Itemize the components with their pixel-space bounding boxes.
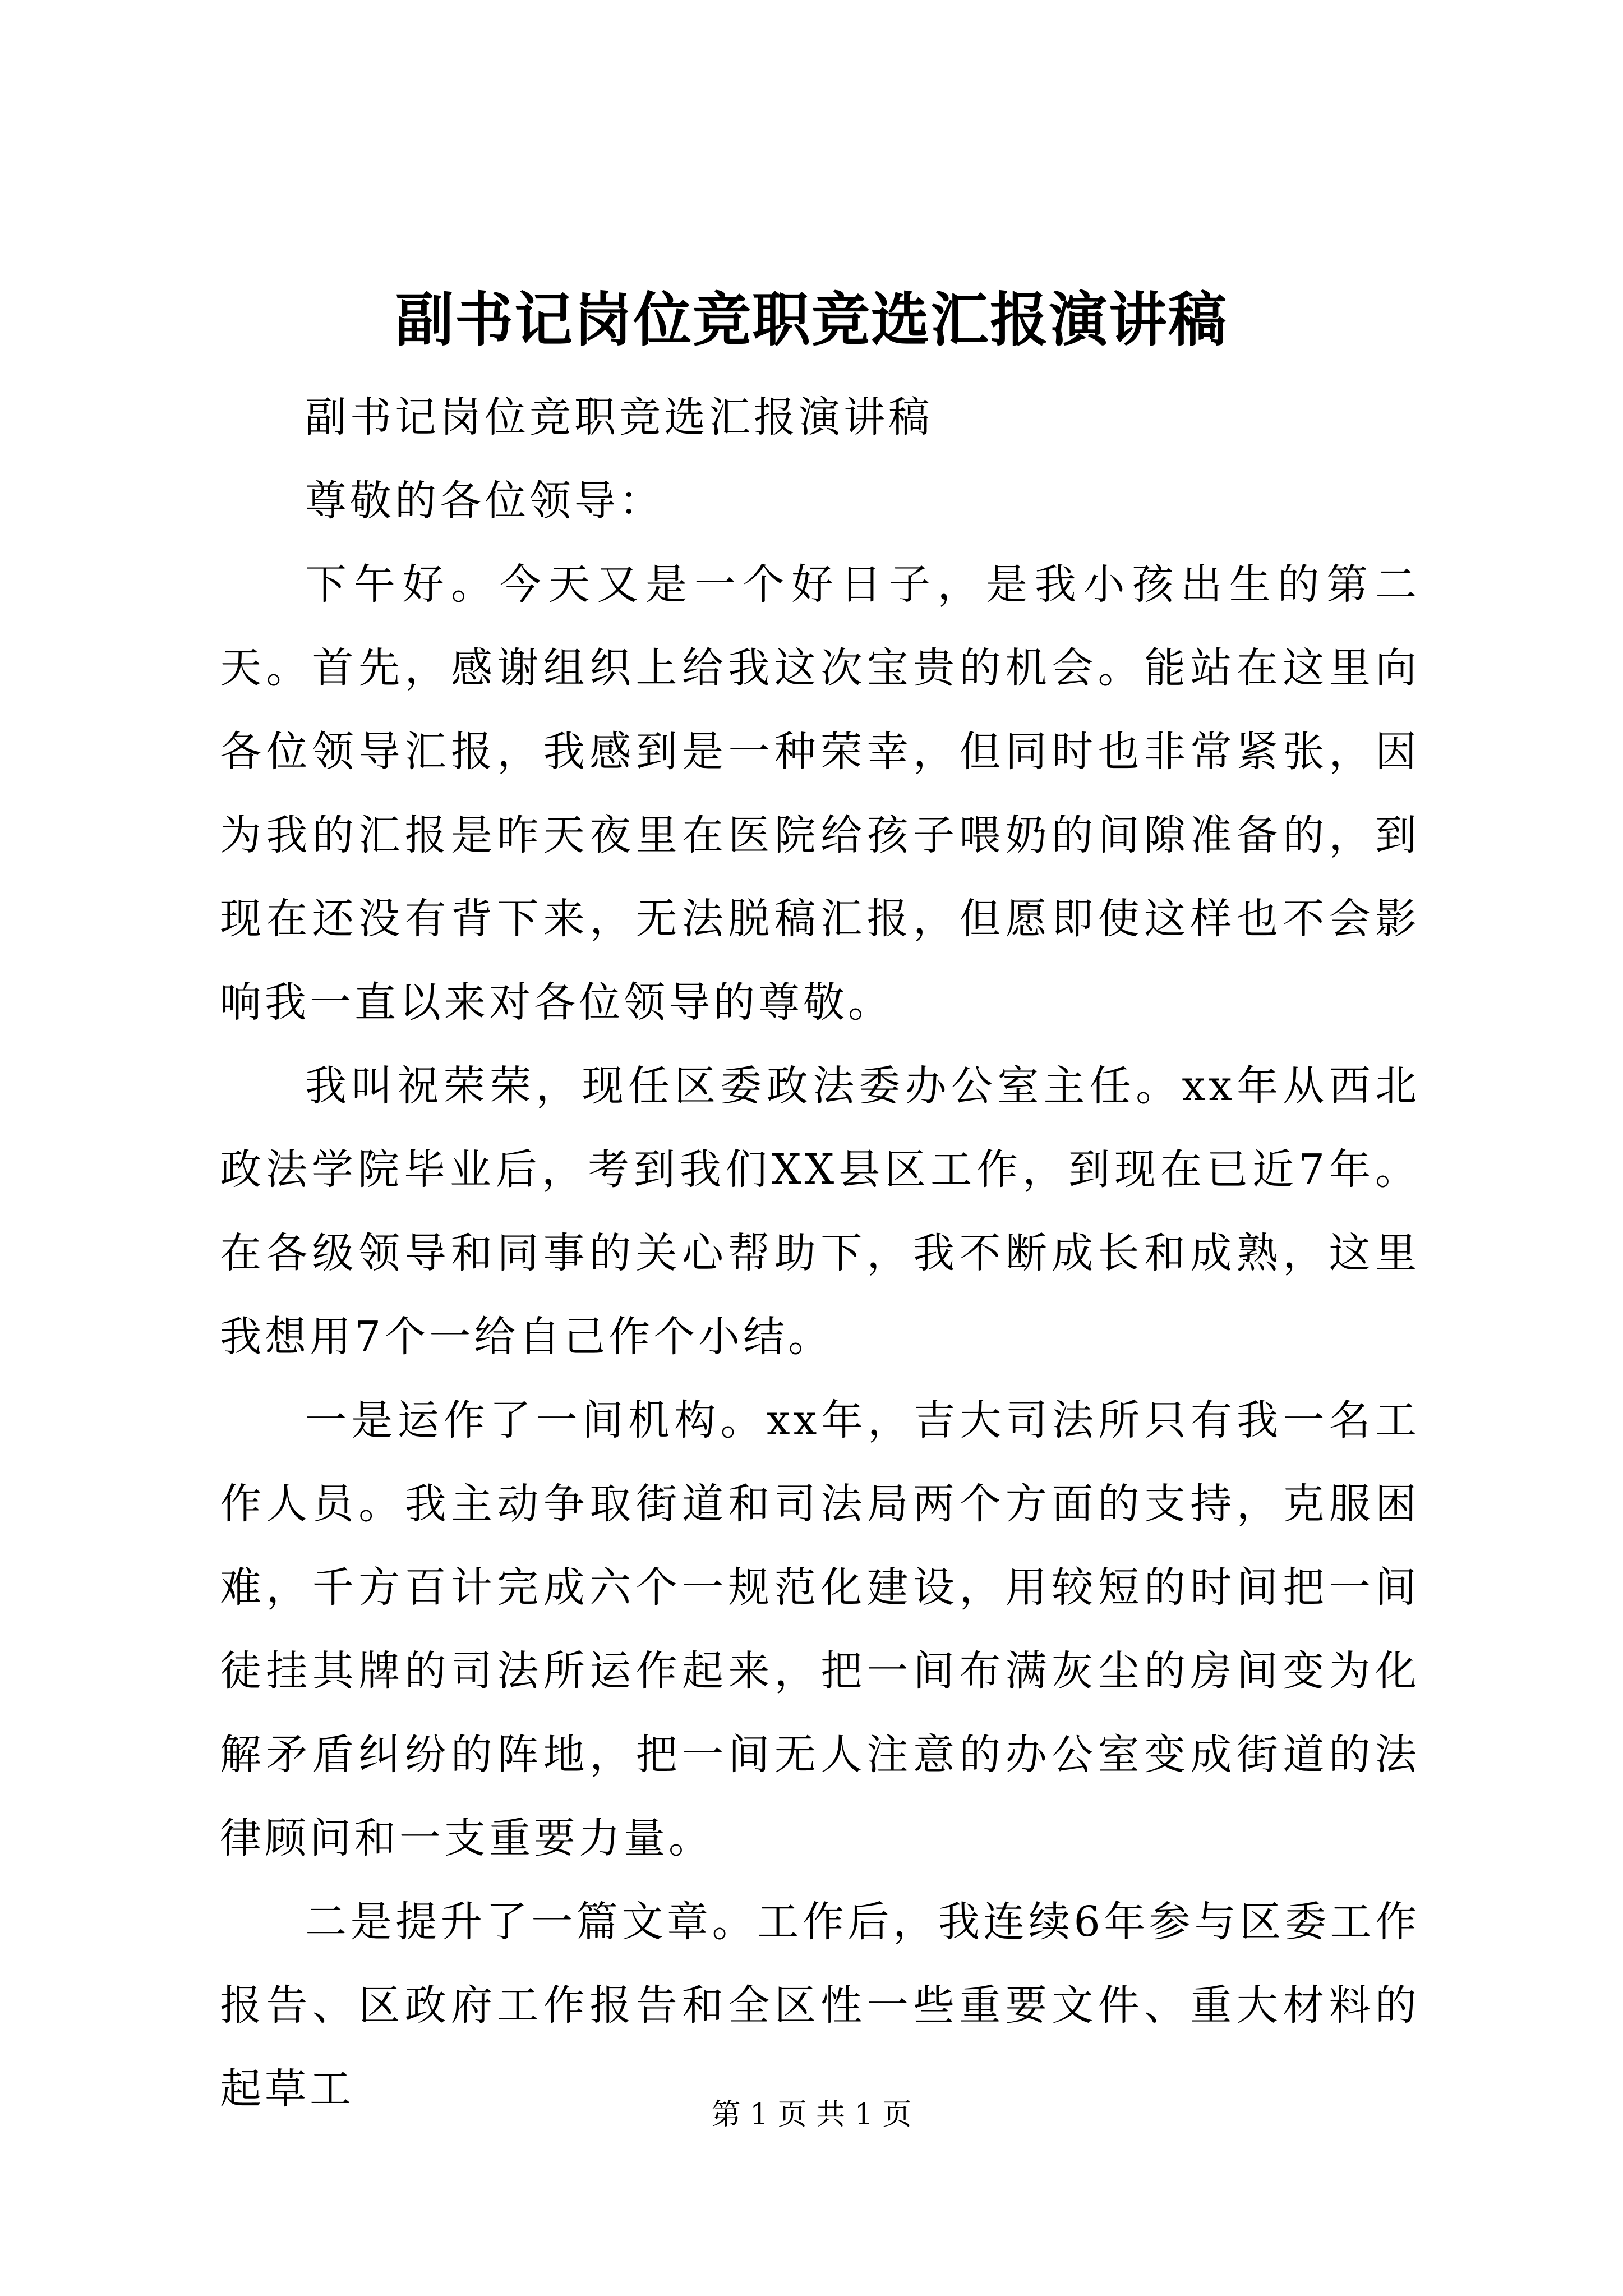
paragraph-introduction: 我叫祝荣荣，现任区委政法委办公室主任。xx年从西北政法学院毕业后，考到我们XX县区工作，到现在已近7年。在各级领导和同事的关心帮助下，我不断成长和成熟，这里我想用7个一给自己作个小结。	[220, 1062, 1420, 1361]
paragraph-greeting: 下午好。今天又是一个好日子，是我小孩出生的第二天。首先，感谢组织上给我这次宝贵的机会。能站在这里向各位领导汇报，我感到是一种荣幸，但同时也非常紧张，因为我的汇报是昨天夜里在医院给孩子喂奶的间隙准备的，到现在还没有背下来，无法脱稿汇报，但愿即使这样也不会影响我一直以来对各位领导的尊敬。	[220, 560, 1420, 1027]
document-body	[220, 376, 1420, 2131]
paragraph-point-two: 二是提升了一篇文章。工作后，我连续6年参与区委工作报告、区政府工作报告和全区性一些重要文件、重大材料的起草工	[220, 1898, 1420, 2113]
paragraph-salutation: 尊敬的各位领导：	[305, 477, 664, 525]
page-number-footer: 第 1 页 共 1 页	[711, 2098, 912, 2132]
document-title: 副书记岗位竞职竞选汇报演讲稿	[395, 285, 1228, 354]
paragraph-point-one: 一是运作了一间机构。xx年，吉大司法所只有我一名工作人员。我主动争取街道和司法局两个方面的支持，克服困难，千方百计完成六个一规范化建设，用较短的时间把一间徒挂其牌的司法所运作起来，把一间布满灰尘的房间变为化解矛盾纠纷的阵地，把一间无人注意的办公室变成街道的法律顾问和一支重要力量。	[220, 1396, 1420, 1862]
paragraph-subtitle: 副书记岗位竞职竞选汇报演讲稿	[305, 393, 933, 441]
